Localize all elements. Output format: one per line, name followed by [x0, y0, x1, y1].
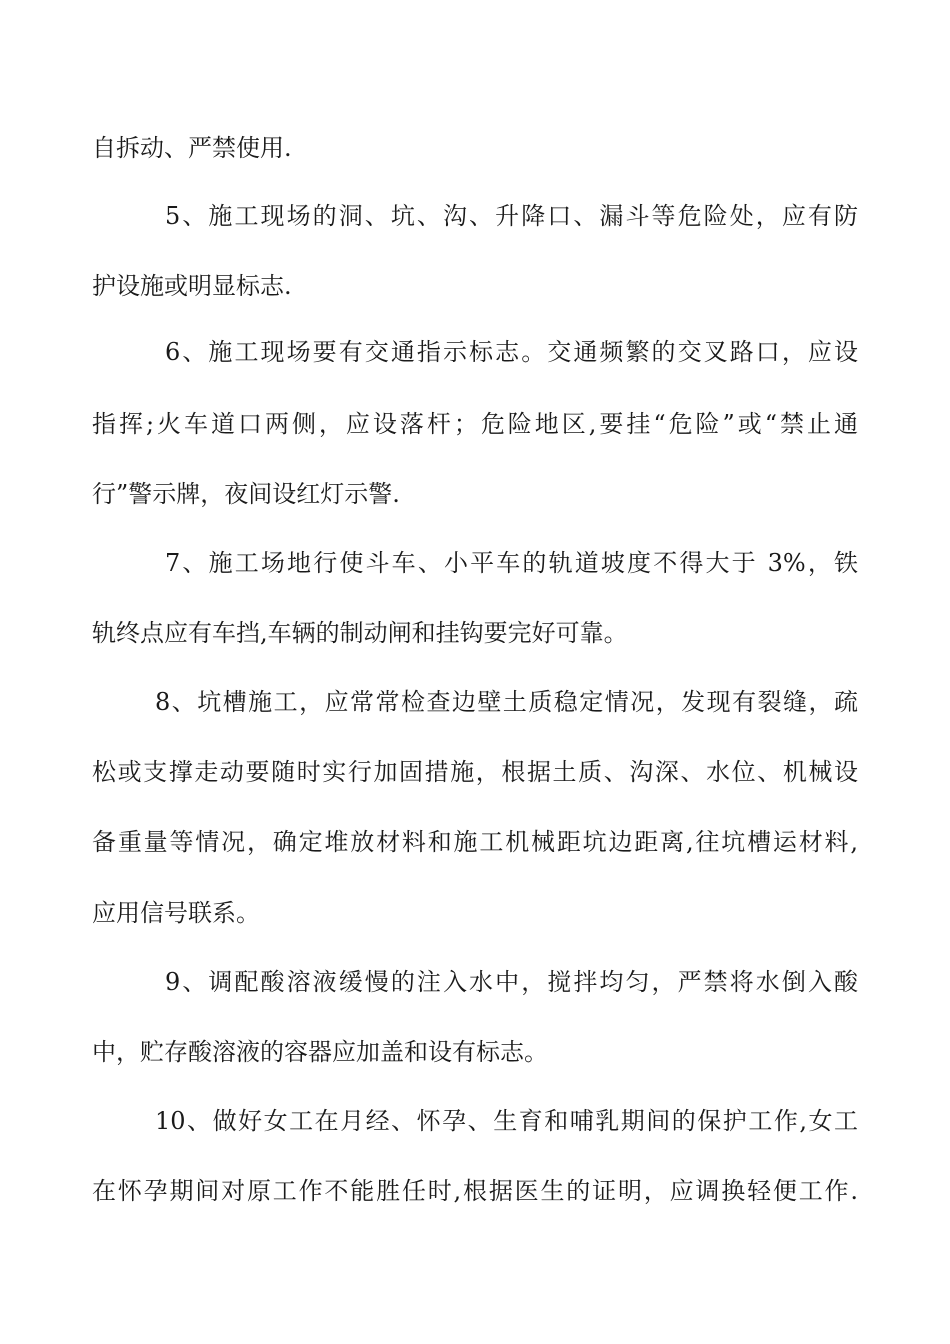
paragraph-10-start: 10、做好女工在月经、怀孕、生育和哺乳期间的保护工作,女工 — [155, 1107, 858, 1135]
text-line: 中，贮存酸溶液的容器应加盖和设有标志。 — [92, 1038, 548, 1066]
text-line: 在怀孕期间对原工作不能胜任时,根据医生的证明，应调换轻便工作. — [92, 1177, 858, 1205]
paragraph-5-start: 5、施工现场的洞、坑、沟、升降口、漏斗等危险处，应有防 — [165, 202, 858, 230]
text-line: 应用信号联系。 — [92, 899, 260, 927]
text-line: 护设施或明显标志. — [92, 272, 292, 300]
text-line: 轨终点应有车挡,车辆的制动闸和挂钩要完好可靠。 — [92, 619, 628, 647]
paragraph-6-start: 6、施工现场要有交通指示标志。交通频繁的交叉路口，应设 — [165, 338, 858, 366]
paragraph-9-start: 9、调配酸溶液缓慢的注入水中，搅拌均匀，严禁将水倒入酸 — [165, 968, 858, 996]
text-line: 指挥;火车道口两侧，应设落杆；危险地区,要挂“危险”或“禁止通 — [92, 410, 858, 438]
paragraph-8-start: 8、坑槽施工，应常常检查边壁土质稳定情况，发现有裂缝，疏 — [155, 688, 858, 716]
text-line: 自拆动、严禁使用. — [92, 134, 292, 162]
text-line: 行”警示牌，夜间设红灯示警. — [92, 480, 400, 508]
text-line: 松或支撑走动要随时实行加固措施，根据土质、沟深、水位、机械设 — [92, 758, 858, 786]
paragraph-7-start: 7、施工场地行使斗车、小平车的轨道坡度不得大于 3%，铁 — [165, 549, 858, 577]
text-line: 备重量等情况，确定堆放材料和施工机械距坑边距离,往坑槽运材料, — [92, 828, 858, 856]
